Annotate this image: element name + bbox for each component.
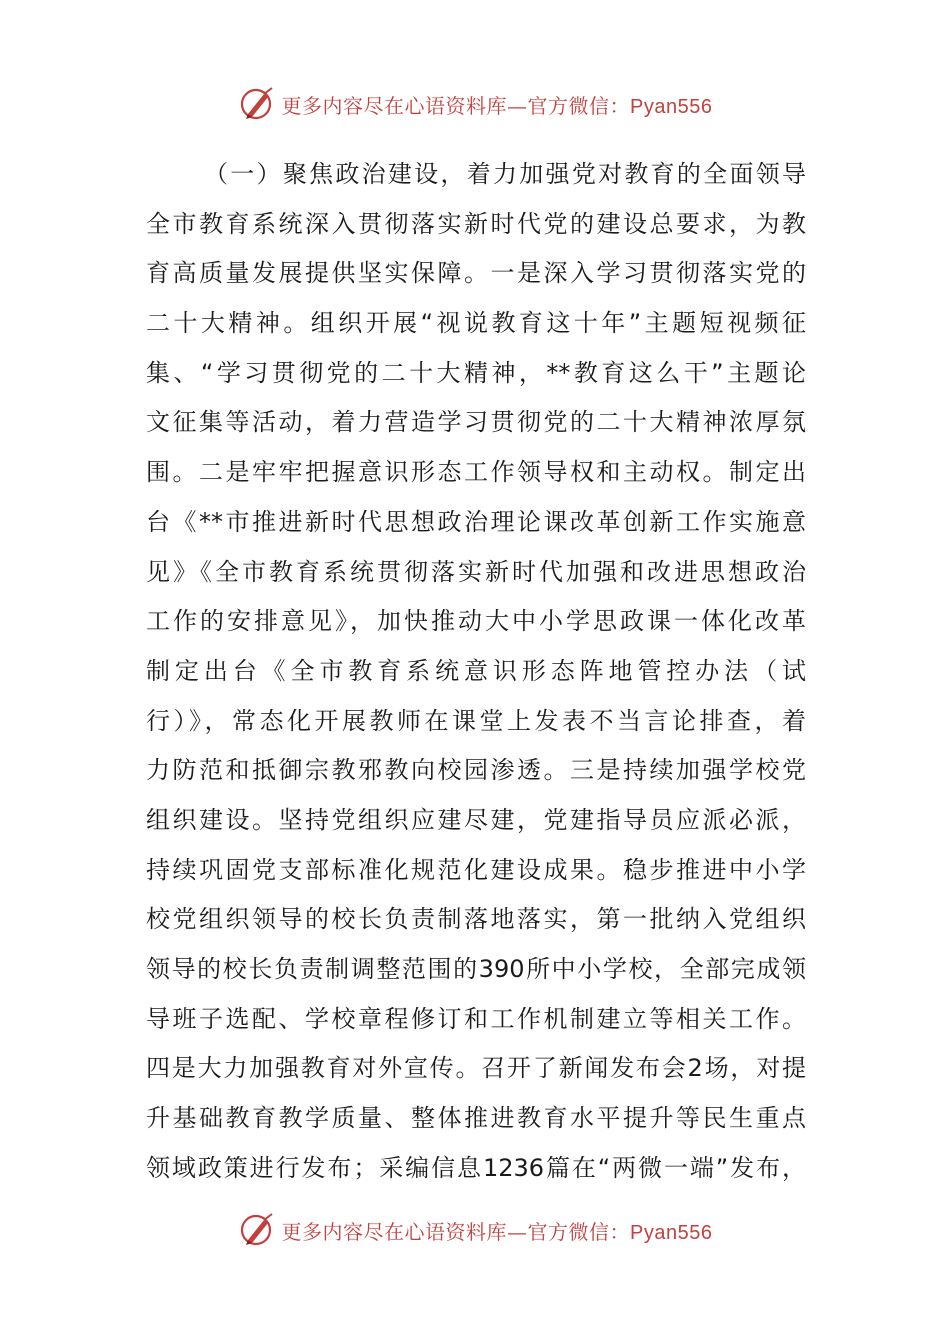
text-line: 二十大精神。组织开展“视说教育这十年”主题短视频征 [146, 309, 806, 338]
document-body [146, 150, 806, 1193]
text-line: 全市教育系统深入贯彻落实新时代党的建设总要求，为教 [146, 209, 806, 238]
text-line: 台《**市推进新时代思想政治理论课改革创新工作实施意 [146, 507, 806, 536]
pen-logo-icon [238, 1210, 278, 1250]
watermark-header [0, 84, 950, 124]
text-line: 集、“学习贯彻党的二十大精神，**教育这么干”主题论 [146, 358, 806, 387]
text-line: 制定出台《全市教育系统意识形态阵地管控办法（试 [146, 656, 806, 685]
text-line: 组织建设。坚持党组织应建尽建，党建指导员应派必派， [146, 805, 806, 834]
text-line: 四是大力加强教育对外宣传。召开了新闻发布会2场，对提 [146, 1054, 806, 1083]
text-line: 领域政策进行发布；采编信息1236篇在“两微一端”发布， [146, 1153, 806, 1182]
pen-logo-icon [238, 84, 278, 124]
watermark-text: 更多内容尽在心语资料库—官方微信：Pyan556 [281, 1219, 713, 1244]
text-line: 持续巩固党支部标准化规范化建设成果。稳步推进中小学 [146, 855, 806, 884]
watermark-text: 更多内容尽在心语资料库—官方微信：Pyan556 [281, 93, 713, 118]
watermark-wechat-id: Pyan556 [630, 1221, 713, 1244]
text-line: 力防范和抵御宗教邪教向校园渗透。三是持续加强学校党 [146, 756, 806, 785]
watermark-footer [0, 1210, 950, 1250]
text-line: 导班子选配、学校章程修订和工作机制建立等相关工作。 [146, 1004, 806, 1033]
text-line: 育高质量发展提供坚实保障。一是深入学习贯彻落实党的 [146, 259, 806, 288]
text-line: 围。二是牢牢把握意识形态工作领导权和主动权。制定出 [146, 458, 806, 487]
text-line: 升基础教育教学质量、整体推进教育水平提升等民生重点 [146, 1104, 806, 1133]
text-line: 文征集等活动，着力营造学习贯彻党的二十大精神浓厚氛 [146, 408, 806, 437]
text-line: 见》《全市教育系统贯彻落实新时代加强和改进思想政治 [146, 557, 806, 586]
watermark-wechat-id: Pyan556 [630, 95, 713, 118]
text-line: 领导的校长负责制调整范围的390所中小学校，全部完成领 [146, 955, 806, 983]
text-line: 校党组织领导的校长负责制落地落实，第一批纳入党组织 [146, 905, 806, 934]
text-line: 工作的安排意见》，加快推动大中小学思政课一体化改革 [146, 607, 806, 636]
text-line: 行）》，常态化开展教师在课堂上发表不当言论排查，着 [146, 706, 806, 735]
text-line: （一）聚焦政治建设，着力加强党对教育的全面领导 [204, 160, 806, 188]
